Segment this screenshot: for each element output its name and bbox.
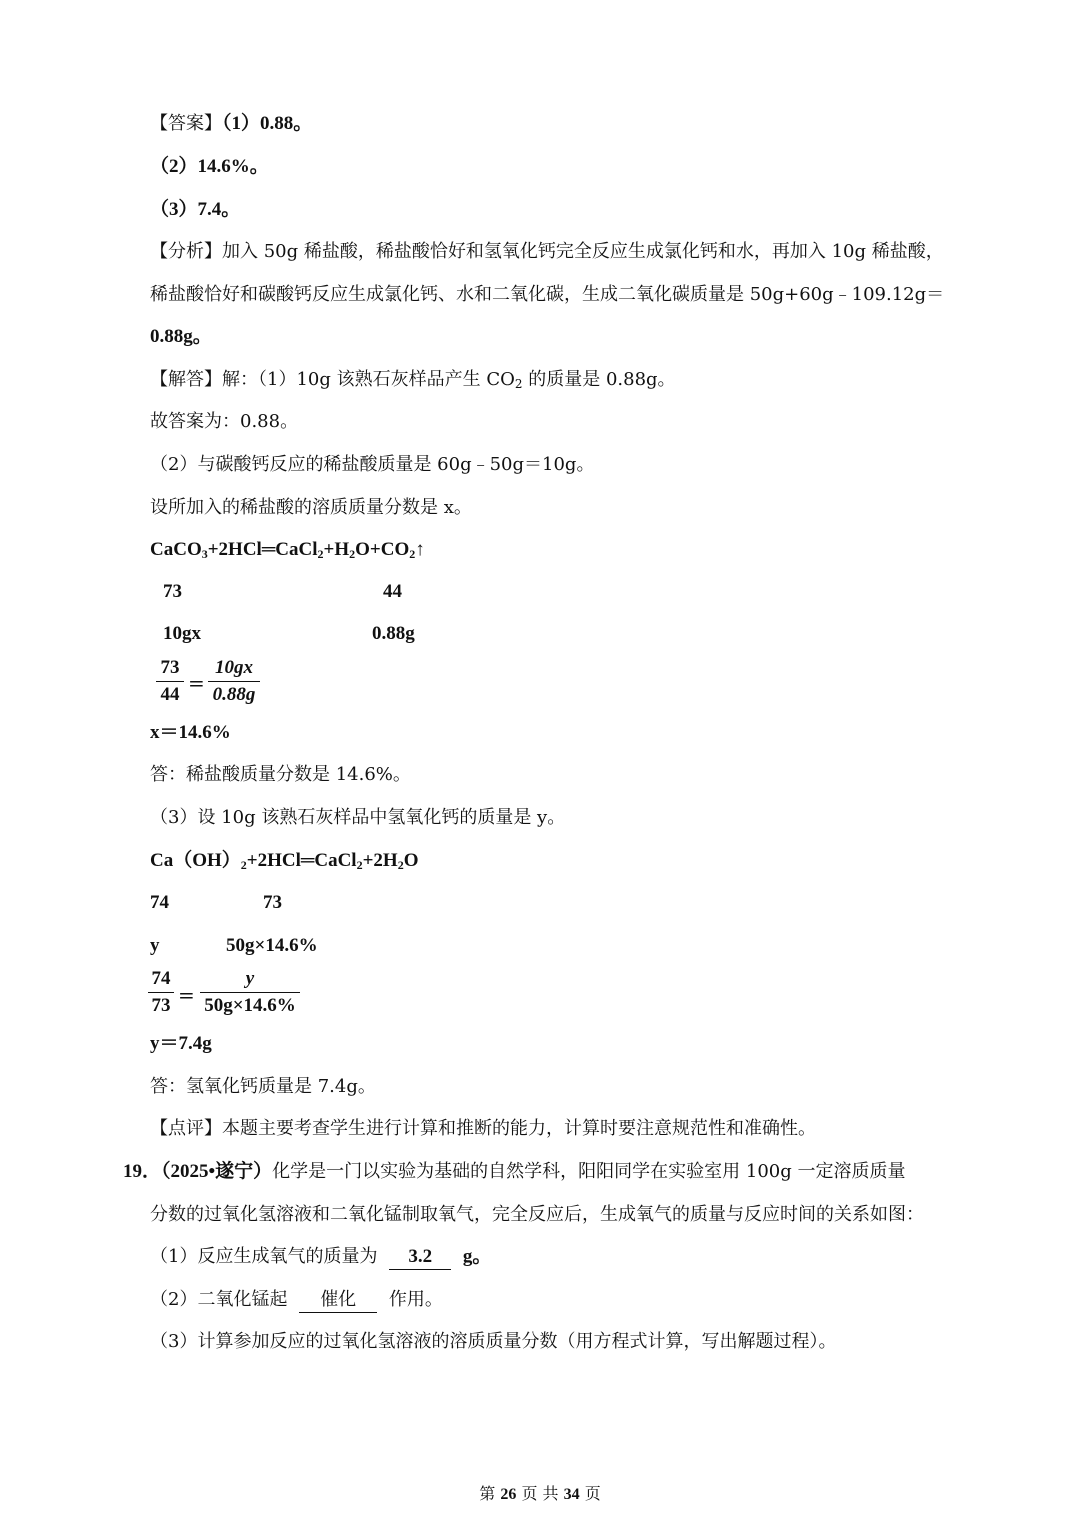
fraction-2-right: y 50g×14.6%	[200, 967, 300, 1018]
analysis-line-1	[150, 240, 944, 264]
y-result: y＝7.4g	[150, 1033, 212, 1054]
solution-intro: 解：（1）10g 该熟石灰样品产生 $CO_2$ 的质量是 0.88g。	[222, 369, 676, 391]
page-footer: 第 26 页 共 34 页	[479, 1484, 601, 1503]
eq1-mass-left: 73	[163, 581, 182, 602]
q19-answer-blank-2: 催化	[299, 1288, 377, 1313]
q19-source: （2025•遂宁）	[161, 1161, 273, 1182]
solution-set-x: 设所加入的稀盐酸的溶质质量分数是 x。	[150, 497, 472, 518]
analysis-text-3: 0.88g。	[150, 326, 212, 347]
solution-part-3: （3）设 10g 该熟石灰样品中氢氧化钙的质量是 y。	[150, 807, 566, 828]
fraction-2-left: 74 73	[148, 967, 174, 1018]
q19-text-1: 化学是一门以实验为基础的自然学科，阳阳同学在实验室用 100g 一定溶质质量	[272, 1161, 906, 1182]
comment-label: 【点评】	[150, 1118, 222, 1139]
q19-line-1	[123, 1160, 906, 1184]
solution-line-1	[150, 368, 676, 392]
eq2-given-left: y	[150, 935, 160, 956]
fraction-2-equals: =	[178, 983, 195, 1007]
q19-part-2: （2）二氧化锰起 催化 作用。	[150, 1288, 443, 1313]
solution-answer-3: 答：氢氧化钙质量是 7.4g。	[150, 1076, 376, 1097]
equation-2: $Ca(OH)_2+2HCl═CaCl_2+2H_2O$	[150, 850, 419, 872]
comment-text: 本题主要考查学生进行计算和推断的能力，计算时要注意规范性和准确性。	[222, 1118, 816, 1139]
analysis-text-2: 稀盐酸恰好和碳酸钙反应生成氯化钙、水和二氧化碳，生成二氧化碳质量是 50g+60g﹣109.12g＝	[150, 284, 945, 305]
page-number: 26	[500, 1486, 517, 1503]
eq2-given-right: 50g×14.6%	[226, 935, 318, 956]
analysis-text-1: 加入 50g 稀盐酸，稀盐酸恰好和氢氧化钙完全反应生成氯化钙和水，再加入 10g 稀盐酸，	[222, 241, 944, 262]
answer-3: （3）7.4。	[150, 199, 241, 220]
x-result: x＝14.6%	[150, 722, 231, 743]
eq1-given-right: 0.88g	[372, 623, 415, 644]
comment-line	[150, 1117, 816, 1141]
eq1-mass-right: 44	[383, 581, 402, 602]
page-total: 34	[563, 1486, 580, 1503]
q19-text-2: 分数的过氧化氢溶液和二氧化锰制取氧气，完全反应后，生成氧气的质量与反应时间的关系如图：	[150, 1204, 924, 1225]
q19-part-3: （3）计算参加反应的过氧化氢溶液的溶质质量分数（用方程式计算，写出解题过程）。	[150, 1331, 837, 1352]
fraction-1-left: 73 44	[156, 656, 184, 707]
solution-label: 【解答】	[150, 369, 222, 390]
q19-number: 19．	[123, 1161, 162, 1182]
q19-part-1: （1）反应生成氧气的质量为 3.2 g。	[150, 1245, 491, 1270]
answer-line-1	[150, 112, 312, 136]
fraction-1-equals: =	[188, 671, 205, 695]
eq2-mass-right: 73	[263, 892, 282, 913]
solution-answer-2: 答：稀盐酸质量分数是 14.6%。	[150, 764, 411, 785]
answer-2: （2）14.6%。	[150, 156, 269, 177]
eq1-given-left: 10gx	[163, 623, 201, 644]
eq2-mass-left: 74	[150, 892, 169, 913]
fraction-1-right: 10gx 0.88g	[208, 656, 260, 707]
equation-1: $CaCO_3+2HCl═CaCl_2+H_2O+CO_2↑$	[150, 539, 425, 561]
solution-part-2: （2）与碳酸钙反应的稀盐酸质量是 60g﹣50g＝10g。	[150, 454, 595, 475]
answer-label: 【答案】	[150, 113, 222, 134]
analysis-label: 【分析】	[150, 241, 222, 262]
solution-answer-1: 故答案为：0.88。	[150, 411, 299, 432]
q19-answer-blank-1: 3.2	[389, 1245, 451, 1270]
answer-1: （1）0.88。	[222, 113, 313, 134]
